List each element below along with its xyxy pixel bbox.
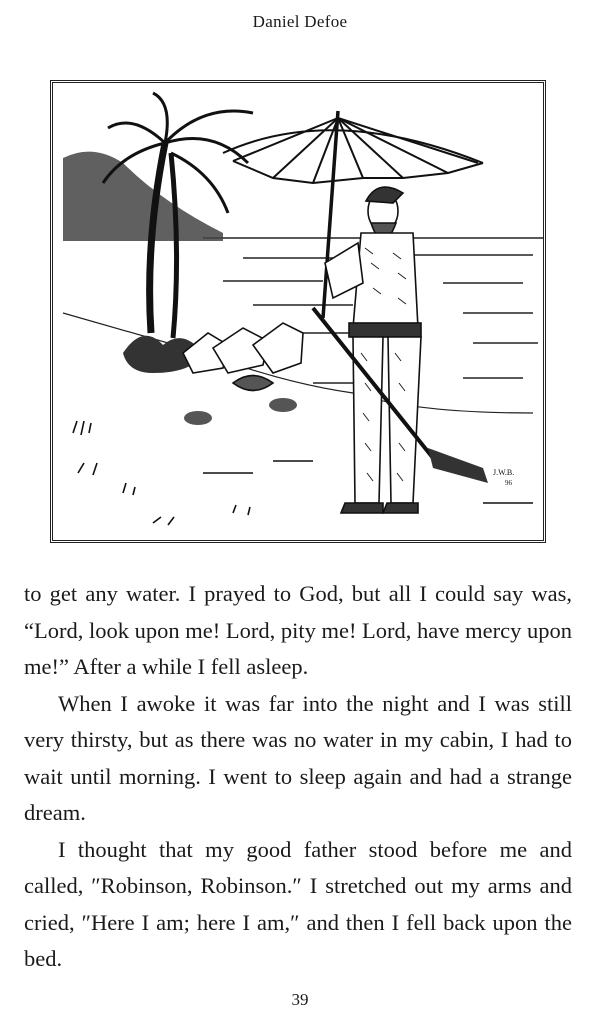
body-text (24, 576, 572, 978)
artist-year: 96 (505, 479, 512, 487)
page-number: 39 (291, 990, 309, 1009)
paragraph-3: I thought that my good father stood before me and called, ″Robinson, Robinson.″ I stretched out my arms and cried, ″Here I am; here I am,″ and then I fell back upon the bed. (24, 836, 572, 971)
paragraph-1: to get any water. I prayed to God, but all I could say was, “Lord, look upon me! Lord, pity me! Lord, have mercy upon me!” After a while I fell asleep. (24, 581, 572, 679)
paragraph-2: When I awoke it was far into the night and I was still very thirsty, but as there was no water in my cabin, I had to wait until morning. I went to sleep again and had a strange dream. (24, 690, 572, 825)
illustration (50, 80, 546, 543)
castaway-illustration (53, 83, 543, 540)
artist-monogram: J.W.B. (493, 468, 515, 477)
running-head: Daniel Defoe (252, 12, 348, 31)
